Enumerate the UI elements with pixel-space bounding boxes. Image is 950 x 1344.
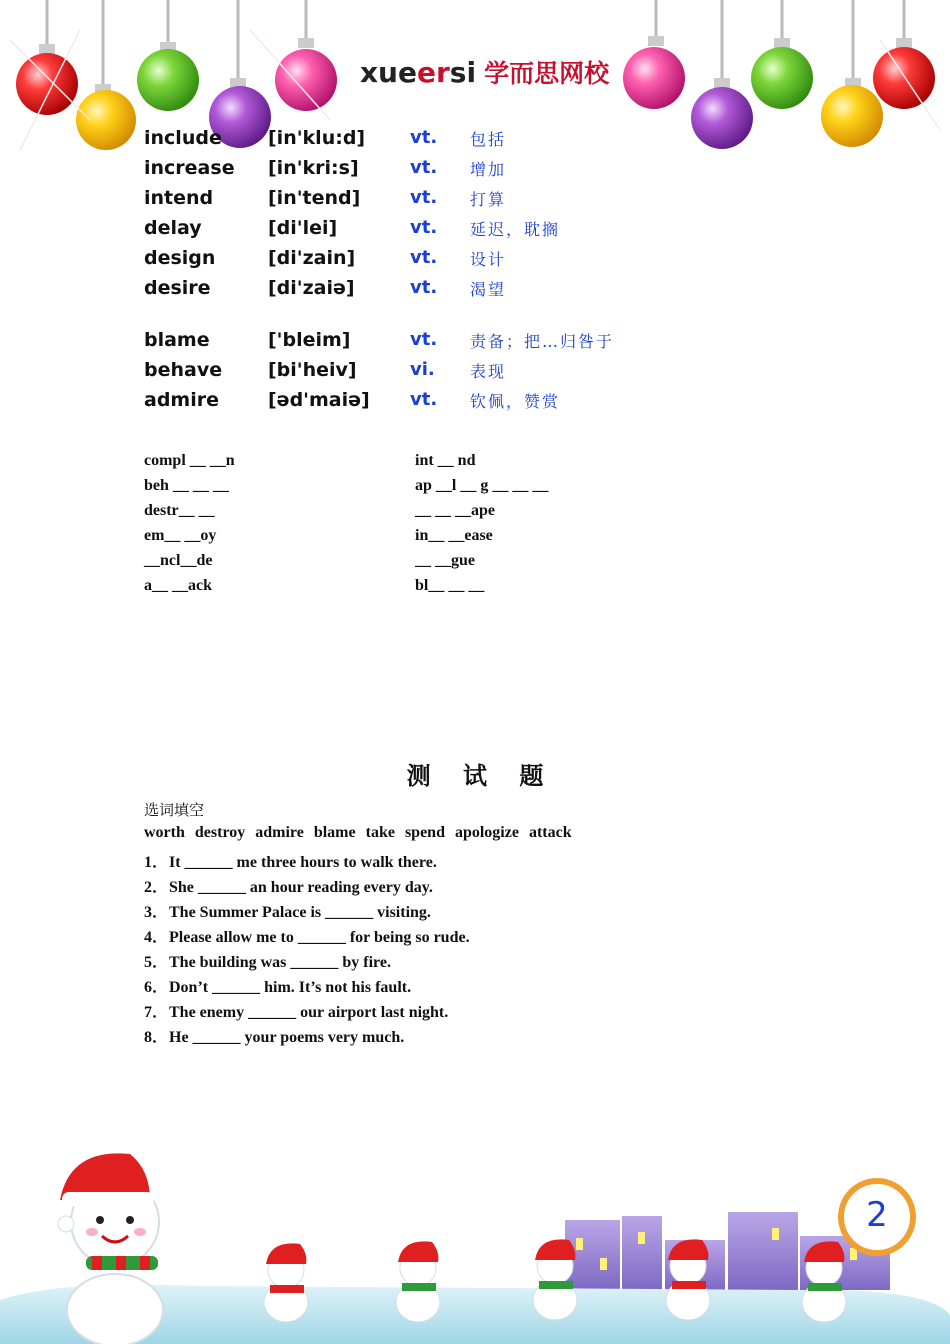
vocab-part-of-speech: vt.: [410, 247, 438, 268]
question-item: [144, 899, 431, 922]
vocab-meaning: 包括: [470, 130, 507, 149]
vocab-phonetic: [in'kri:s]: [268, 157, 359, 179]
vocab-row: [0, 187, 950, 215]
word-bank: worth destroy admire blame take spend apologize attack: [144, 824, 572, 841]
brand-logo-chinese: 学而思网校: [484, 59, 610, 88]
vocab-phonetic: [di'lei]: [268, 217, 338, 239]
vocab-meaning: 打算: [470, 190, 507, 209]
vocab-part-of-speech: vt.: [410, 187, 438, 208]
vocab-phonetic: [in'klu:d]: [268, 127, 366, 149]
question-text: Don’t ______ him. It’s not his fault.: [169, 979, 412, 996]
question-item: [144, 849, 437, 872]
fill-item: __ncl__de: [144, 552, 213, 569]
vocab-word: include: [144, 127, 222, 149]
question-item: [144, 999, 448, 1022]
question-number: 6．: [144, 979, 169, 996]
vocab-row: [0, 247, 950, 275]
snowman-icon: [58, 1153, 163, 1344]
fill-item: compl __ __n: [144, 452, 235, 469]
fill-item: em__ __oy: [144, 527, 217, 544]
question-text: The enemy ______ our airport last night.: [169, 1004, 449, 1021]
vocab-meaning: 钦佩，赞赏: [470, 392, 561, 411]
vocab-row: [0, 157, 950, 185]
vocab-phonetic: [di'zain]: [268, 247, 356, 269]
vocab-word: delay: [144, 217, 202, 239]
vocab-phonetic: [əd'maiə]: [268, 389, 370, 411]
vocab-meaning: 延迟，耽搁: [470, 220, 561, 239]
vocab-part-of-speech: vt.: [410, 127, 438, 148]
vocab-phonetic: [in'tend]: [268, 187, 361, 209]
vocab-part-of-speech: vt.: [410, 389, 438, 410]
vocab-word: admire: [144, 389, 219, 411]
vocab-meaning: 渴望: [470, 280, 507, 299]
fill-item: a__ __ack: [144, 577, 212, 594]
vocab-word: increase: [144, 157, 235, 179]
question-item: [144, 924, 470, 947]
question-number: 4．: [144, 929, 169, 946]
question-item: [144, 949, 391, 972]
fill-item: __ __gue: [415, 552, 475, 569]
vocab-row: [0, 277, 950, 305]
fill-item: bl__ __ __: [415, 577, 485, 594]
vocab-row: [0, 127, 950, 155]
brand-logo: xueersi 学而思网校: [360, 56, 610, 89]
small-snowman-icon: [264, 1243, 308, 1322]
question-number: 2．: [144, 879, 169, 896]
question-number: 7．: [144, 1004, 169, 1021]
question-item: [144, 1024, 404, 1047]
question-number: 5．: [144, 954, 169, 971]
fill-item: beh __ __ __: [144, 477, 229, 494]
vocab-part-of-speech: vt.: [410, 217, 438, 238]
question-text: The building was ______ by fire.: [169, 954, 391, 971]
vocab-meaning: 责备；把…归咎于: [470, 332, 615, 351]
question-item: [144, 974, 411, 997]
question-number: 3．: [144, 904, 169, 921]
vocab-word: design: [144, 247, 216, 269]
test-title: 测 试 题: [406, 761, 544, 790]
fill-item: destr__ __: [144, 502, 215, 519]
vocab-word: desire: [144, 277, 211, 299]
question-text: He ______ your poems very much.: [169, 1029, 405, 1046]
page-number: 2: [866, 1195, 888, 1235]
vocab-phonetic: ['bleim]: [268, 329, 351, 351]
vocab-meaning: 设计: [470, 250, 507, 269]
test-instruction: 选词填空: [144, 801, 205, 819]
footer-snowmen-scene: [0, 1140, 950, 1344]
vocab-part-of-speech: vt.: [410, 157, 438, 178]
small-snowman-icon: [396, 1241, 440, 1322]
vocab-part-of-speech: vt.: [410, 329, 438, 350]
vocab-phonetic: [bi'heiv]: [268, 359, 357, 381]
question-text: Please allow me to ______ for being so rude.: [169, 929, 470, 946]
vocab-word: intend: [144, 187, 214, 209]
fill-item: __ __ __ape: [415, 502, 495, 519]
question-number: 1．: [144, 854, 169, 871]
vocab-word: blame: [144, 329, 210, 351]
vocab-row: [0, 359, 950, 387]
vocab-part-of-speech: vt.: [410, 277, 438, 298]
vocab-row: [0, 329, 950, 357]
question-number: 8．: [144, 1029, 169, 1046]
vocab-part-of-speech: vi.: [410, 359, 435, 380]
fill-item: in__ __ease: [415, 527, 493, 544]
fill-item: ap __l __ g __ __ __: [415, 477, 549, 494]
vocab-phonetic: [di'zaiə]: [268, 277, 355, 299]
question-text: It ______ me three hours to walk there.: [169, 854, 437, 871]
question-text: She ______ an hour reading every day.: [169, 879, 433, 896]
vocab-meaning: 表现: [470, 362, 507, 381]
vocab-row: [0, 217, 950, 245]
vocab-word: behave: [144, 359, 223, 381]
question-item: [144, 874, 433, 897]
fill-item: int __ nd: [415, 452, 476, 469]
vocab-row: [0, 389, 950, 417]
vocab-meaning: 增加: [470, 160, 507, 179]
question-text: The Summer Palace is ______ visiting.: [169, 904, 431, 921]
